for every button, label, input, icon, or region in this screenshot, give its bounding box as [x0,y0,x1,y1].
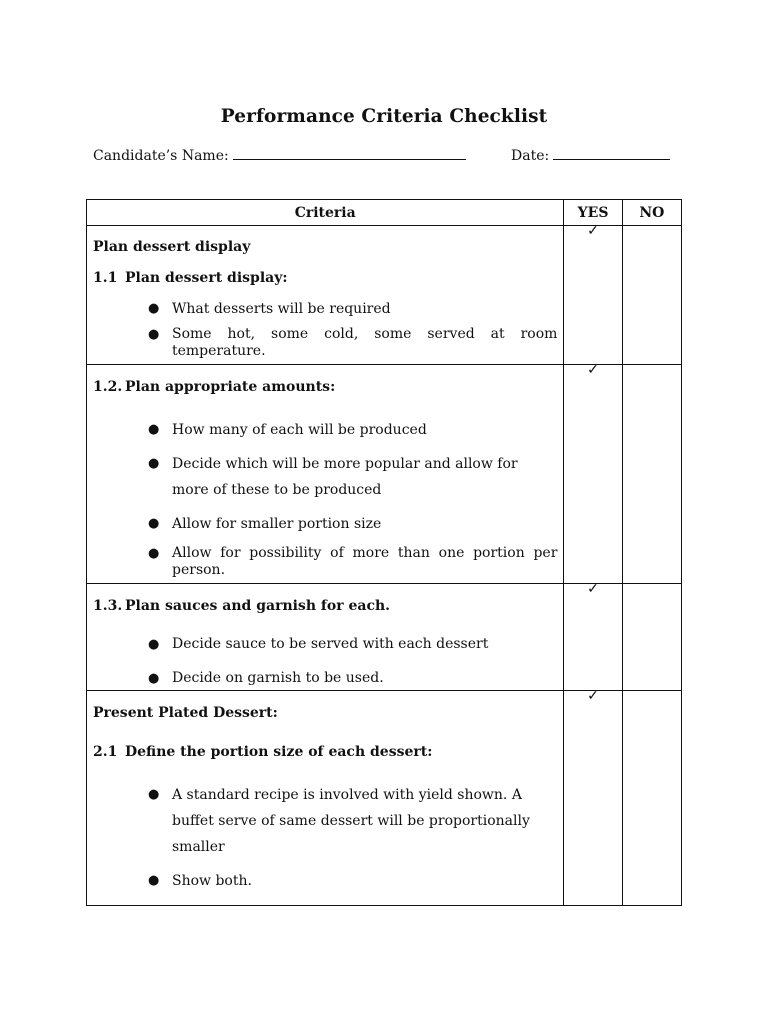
candidate-name-field[interactable] [93,147,466,164]
criteria-cell [87,584,564,691]
date-field[interactable] [511,147,670,164]
sub-heading [93,365,557,395]
yes-cell[interactable] [564,362,622,584]
check-mark-icon: ✓ [587,581,599,597]
candidate-name-line[interactable] [233,147,466,160]
list-item-text: What desserts will be required [172,301,391,317]
bullet-list [93,417,557,579]
sub-heading-number: 1.3. [93,598,123,614]
no-header: NO [622,200,681,226]
sub-heading-title: Define the portion size of each dessert: [125,744,433,760]
yes-cell[interactable] [564,581,622,691]
sub-heading [93,270,557,286]
list-item-text: How many of each will be produced [172,422,427,438]
sub-heading-number: 2.1 [93,744,118,760]
yes-header: YES [564,200,622,226]
bullet-icon: ● [148,456,160,471]
list-item [93,451,557,503]
checklist-table [86,199,682,906]
list-item-text: Decide which will be more popular and allow for more of these to be produced [172,456,518,498]
candidate-name-label: Candidate’s Name: [93,148,229,164]
table-row [87,691,682,906]
no-mark [623,689,681,703]
list-item [93,326,557,360]
bullet-icon: ● [148,671,160,686]
list-item [93,636,557,653]
list-item-text: Allow for possibility of more than one portion per person. [172,545,558,578]
criteria-cell [87,365,564,584]
yes-cell[interactable] [564,688,622,906]
sub-heading [93,744,557,760]
no-mark [623,363,681,377]
check-mark-icon: ✓ [587,223,599,239]
bullet-icon: ● [148,327,160,342]
list-item [93,868,557,894]
list-item [93,545,557,579]
list-item-text: Decide sauce to be served with each dessert [172,636,489,652]
bullet-icon: ● [148,546,160,561]
list-item [93,670,557,687]
sub-heading-number: 1.1 [93,270,118,286]
bullet-icon: ● [148,301,160,316]
bullet-list [93,782,557,894]
bullet-icon: ● [148,873,160,888]
no-mark [623,582,681,596]
table-row [87,365,682,584]
criteria-cell [87,226,564,365]
list-item [93,511,557,537]
bullet-icon: ● [148,787,160,802]
section-heading: Plan dessert display [93,239,251,255]
no-mark [623,224,681,238]
check-mark-icon: ✓ [587,688,599,704]
date-line[interactable] [553,147,670,160]
no-cell[interactable] [622,226,681,365]
list-item-text: Some hot, some cold, some served at room temperature. [172,326,558,359]
no-cell[interactable] [622,365,681,584]
no-cell[interactable] [622,691,681,906]
criteria-header: Criteria [87,200,564,226]
bullet-icon: ● [148,637,160,652]
table-header-row [87,200,682,226]
sub-heading-title: Plan dessert display: [125,270,288,286]
list-item [93,301,557,317]
bullet-icon: ● [148,516,160,531]
list-item [93,782,557,860]
check-mark-icon: ✓ [587,362,599,378]
section-heading: Present Plated Dessert: [93,705,278,721]
table-row [87,584,682,691]
sub-heading-number: 1.2. [93,379,123,395]
bullet-list [93,636,557,687]
list-item-text: Show both. [172,873,252,889]
list-item-text: A standard recipe is involved with yield shown. A buffet serve of same dessert will be proportionally smaller [172,787,530,855]
bullet-list [93,301,557,360]
bullet-icon: ● [148,422,160,437]
sub-heading-title: Plan appropriate amounts: [125,379,336,395]
sub-heading [93,584,557,614]
list-item-text: Allow for smaller portion size [172,516,382,532]
criteria-cell [87,691,564,906]
yes-cell[interactable] [564,223,622,365]
sub-heading-title: Plan sauces and garnish for each. [125,598,391,614]
page-title: Performance Criteria Checklist [220,106,548,127]
list-item [93,417,557,443]
table-row [87,226,682,365]
date-label: Date: [511,148,550,164]
list-item-text: Decide on garnish to be used. [172,670,384,686]
no-cell[interactable] [622,584,681,691]
